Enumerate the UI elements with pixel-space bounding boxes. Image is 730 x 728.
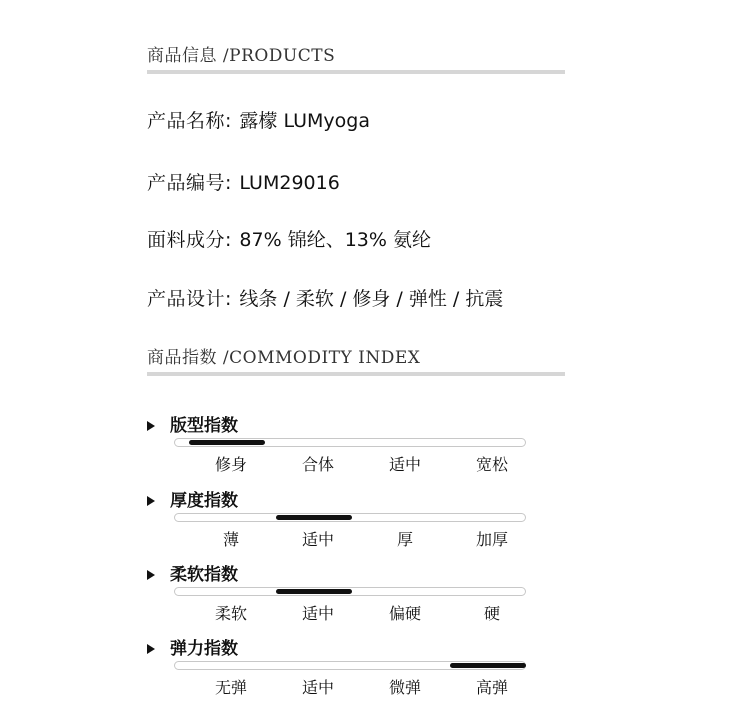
info-row-product-code [147, 168, 340, 195]
triangle-right-icon [147, 644, 155, 654]
index-option: 微弹 [388, 678, 421, 697]
index-fit [147, 415, 537, 491]
index-option: 无弹 [214, 678, 247, 697]
index-option: 适中 [301, 604, 334, 623]
index-label: 厚度指数 [170, 491, 238, 511]
index-track [174, 587, 526, 596]
index-option: 高弹 [475, 678, 508, 697]
index-label: 版型指数 [170, 416, 238, 436]
triangle-right-icon [147, 496, 155, 506]
index-option: 偏硬 [388, 604, 421, 623]
info-key: 产品名称 [147, 110, 226, 132]
triangle-right-icon [147, 421, 155, 431]
index-thickness [147, 490, 537, 566]
index-elasticity [147, 638, 537, 714]
index-label: 弹力指数 [170, 639, 238, 659]
info-row-design [147, 284, 503, 311]
index-level-fill [276, 589, 352, 594]
index-option: 宽松 [475, 455, 508, 474]
info-value: 87% 锦纶、13% 氨纶 [239, 229, 431, 251]
index-track [174, 438, 526, 447]
index-option: 薄 [222, 530, 239, 549]
index-option: 修身 [214, 455, 247, 474]
info-separator: : [225, 288, 232, 310]
info-key: 产品编号 [147, 172, 226, 194]
index-option: 厚 [396, 530, 413, 549]
triangle-right-icon [147, 570, 155, 580]
products-section-divider [147, 70, 565, 74]
info-separator: : [225, 229, 232, 251]
index-section-title: 商品指数 /COMMODITY INDEX [147, 348, 421, 368]
index-option: 合体 [301, 455, 334, 474]
info-value: 露檬 LUMyoga [239, 110, 370, 132]
index-option: 适中 [388, 455, 421, 474]
index-option: 适中 [301, 530, 334, 549]
index-track [174, 513, 526, 522]
info-row-product-name [147, 106, 370, 133]
info-separator: : [225, 172, 232, 194]
index-option: 加厚 [475, 530, 508, 549]
index-level-fill [189, 440, 265, 445]
info-separator: : [225, 110, 232, 132]
index-level-fill [276, 515, 352, 520]
info-row-fabric [147, 225, 431, 252]
info-key: 面料成分 [147, 229, 226, 251]
index-label: 柔软指数 [170, 565, 238, 585]
index-track [174, 661, 526, 670]
index-option: 硬 [483, 604, 500, 623]
products-section-title: 商品信息 /PRODUCTS [147, 46, 336, 66]
info-value: LUM29016 [239, 172, 340, 194]
index-option: 柔软 [214, 604, 247, 623]
info-value: 线条 / 柔软 / 修身 / 弹性 / 抗震 [239, 288, 504, 310]
index-softness [147, 564, 537, 640]
info-key: 产品设计 [147, 288, 226, 310]
index-option: 适中 [301, 678, 334, 697]
index-level-fill [450, 663, 526, 668]
index-section-divider [147, 372, 565, 376]
